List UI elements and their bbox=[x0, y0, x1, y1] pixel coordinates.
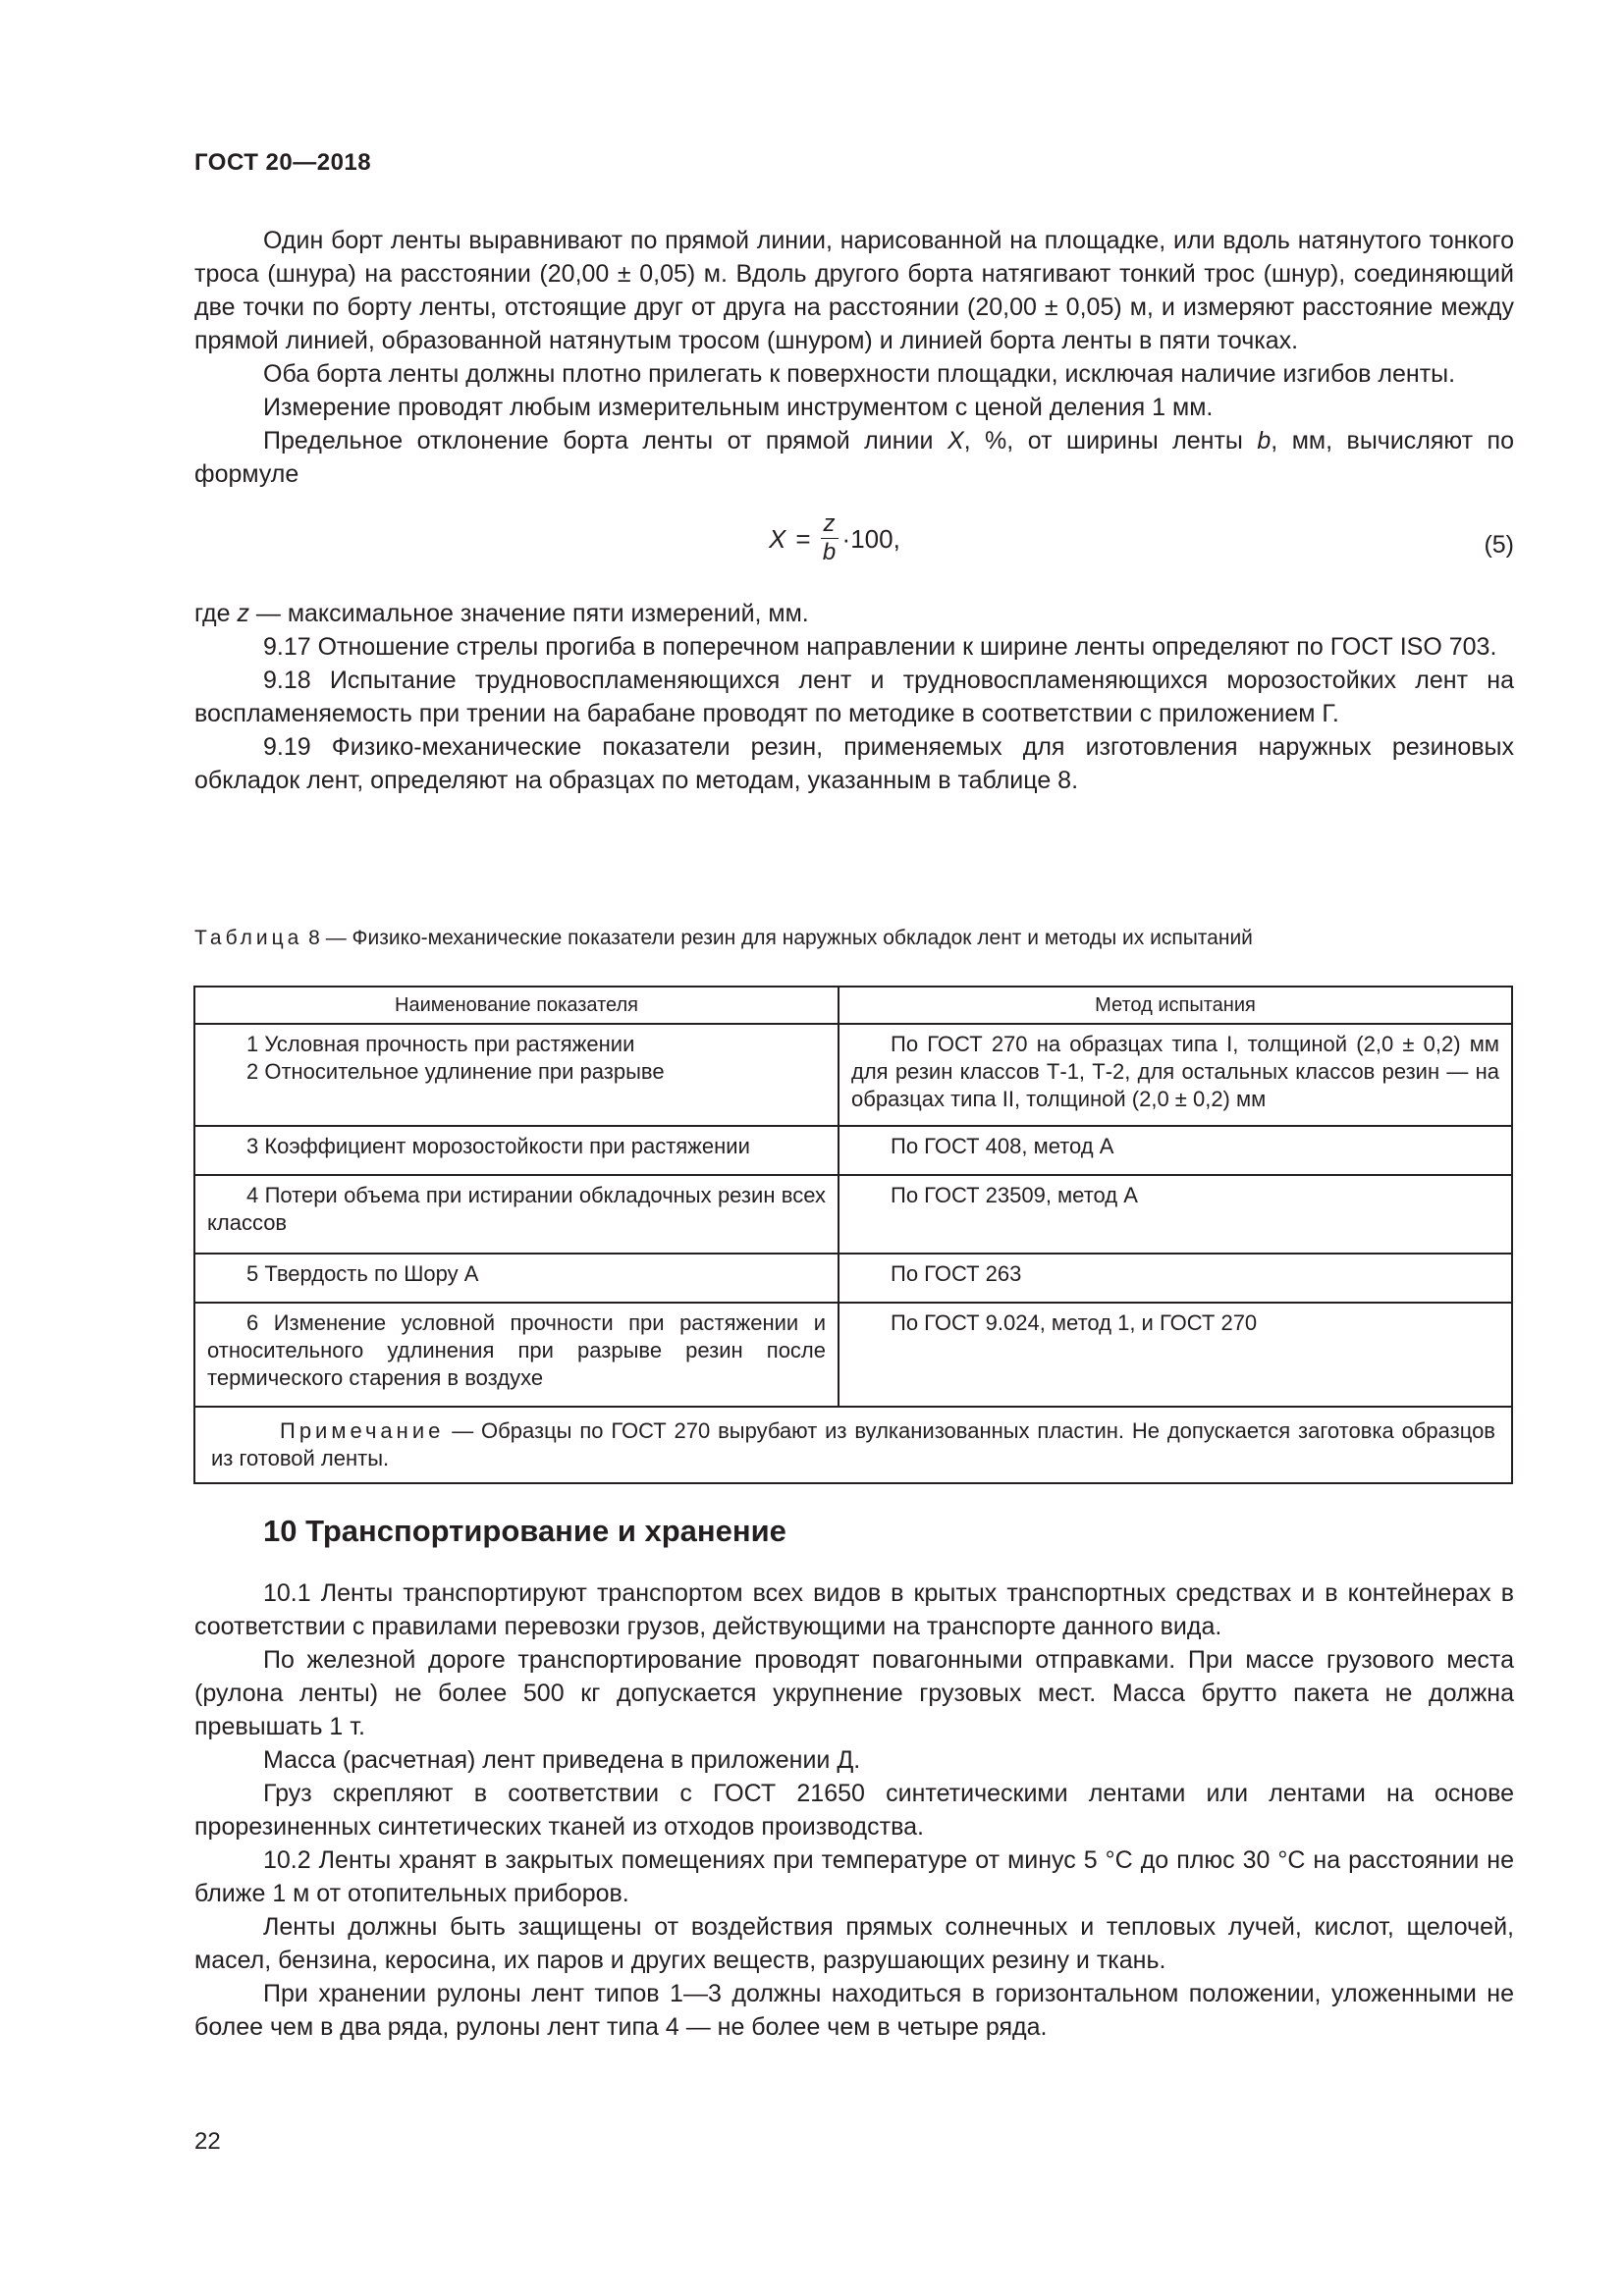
table-row bbox=[194, 1175, 1512, 1254]
method-text: По ГОСТ 270 на образцах типа I, толщиной (2,0 ± 0,2) мм для резин классов Т-1, Т-2, для остальных классов резин — на образцах типа II, толщиной (2,0 ± 0,2) мм bbox=[851, 1032, 1499, 1111]
table-row bbox=[194, 1254, 1512, 1303]
fraction-denominator: b bbox=[822, 539, 837, 565]
table-row bbox=[194, 1126, 1512, 1175]
clause-9-19: 9.19 Физико-механические показатели резин, применяемых для изготовления наружных резиновых обкладок лент, определяют на образцах по методам, указанным в таблице 8. bbox=[194, 733, 1514, 794]
formula-lhs: X bbox=[769, 523, 786, 554]
indicator-cell bbox=[194, 1175, 839, 1254]
formula-body bbox=[769, 510, 900, 566]
text-span: где bbox=[194, 600, 238, 627]
method-cell bbox=[839, 1126, 1512, 1175]
formula-5 bbox=[194, 507, 1514, 583]
indicator-cell bbox=[194, 1254, 839, 1303]
method-text: По ГОСТ 9.024, метод 1, и ГОСТ 270 bbox=[891, 1310, 1258, 1335]
clause-10-1: 10.1 Ленты транспортируют транспортом всех видов в крытых транспортных средствах и в контейнерах в соответствии с правилами перевозки грузов, действующими на транспорте данного вида. bbox=[194, 1579, 1514, 1640]
section-9-continuation bbox=[194, 224, 1514, 797]
indicator-item: 2 Относительное удлинение при разрыве bbox=[246, 1059, 665, 1084]
document-header: ГОСТ 20—2018 bbox=[194, 149, 372, 176]
caption-label: Таблица bbox=[194, 927, 303, 949]
paragraph: Ленты должны быть защищены от воздействия прямых солнечных и тепловых лучей, кислот, щелочей, масел, бензина, керосина, их паров и других веществ, разрушающих резину и ткань. bbox=[194, 1913, 1514, 1974]
column-header-method: Метод испытания bbox=[839, 987, 1512, 1024]
table-note bbox=[194, 1407, 1512, 1483]
indicator-item: 1 Условная прочность при растяжении bbox=[246, 1032, 635, 1056]
section-10-title: 10 Транспортирование и хранение bbox=[263, 1514, 786, 1548]
variable: b bbox=[1257, 427, 1272, 454]
clause-10-2: 10.2 Ленты хранят в закрытых помещениях при температуре от минус 5 °С до плюс 30 °С на расстоянии не ближе 1 м от отопительных приборов. bbox=[194, 1846, 1514, 1907]
text-span: — максимальное значение пяти измерений, мм. bbox=[248, 600, 809, 627]
table-row bbox=[194, 1024, 1512, 1126]
table-caption bbox=[194, 927, 1520, 950]
column-header-indicator: Наименование показателя bbox=[194, 987, 839, 1024]
formula-rest: ·100, bbox=[841, 523, 900, 554]
method-text: По ГОСТ 408, метод А bbox=[891, 1134, 1114, 1158]
indicator-cell bbox=[194, 1126, 839, 1175]
paragraph: Оба борта ленты должны плотно прилегать к поверхности площадки, исключая наличие изгибов ленты. bbox=[263, 360, 1456, 388]
text-span: , мм, вычисляют по формуле bbox=[194, 427, 1514, 488]
paragraph: Груз скрепляют в соответствии с ГОСТ 21650 синтетическими лентами или лентами на основе прорезиненных синтетических тканей из отходов производства. bbox=[194, 1780, 1514, 1841]
indicator-cell bbox=[194, 1024, 839, 1126]
paragraph: Масса (расчетная) лент приведена в приложении Д. bbox=[263, 1746, 861, 1774]
indicator-item: 3 Коэффициент морозостойкости при растяжении bbox=[246, 1134, 750, 1158]
indicator-item: 6 Изменение условной прочности при растяжении и относительного удлинения при разрыве резин после термического старения в воздухе bbox=[207, 1310, 826, 1390]
method-cell bbox=[839, 1303, 1512, 1407]
method-cell bbox=[839, 1175, 1512, 1254]
fraction-numerator: z bbox=[821, 510, 839, 539]
method-cell bbox=[839, 1254, 1512, 1303]
method-text: По ГОСТ 263 bbox=[891, 1261, 1022, 1286]
text-span: Предельное отклонение борта ленты от прямой линии bbox=[263, 427, 947, 454]
variable: z bbox=[237, 600, 249, 627]
formula-equals: = bbox=[795, 523, 811, 554]
clause-9-18: 9.18 Испытание трудновоспламеняющихся лент и трудновоспламеняющихся морозостойких лент на воспламеняемость при трении на барабане проводят по методике в соответствии с приложением Г. bbox=[194, 667, 1514, 727]
formula-where bbox=[194, 597, 1514, 630]
formula-number: (5) bbox=[1484, 531, 1514, 559]
paragraph: Один борт ленты выравнивают по прямой линии, нарисованной на площадке, или вдоль натянутого тонкого троса (шнура) на расстоянии (20,00 ± 0,05) м. Вдоль другого борта натягивают тонкий трос (шнур), соединяющий две точки по борту ленты, отстоящие друг от друга на расстоянии (20,00 ± 0,05) м, и измеряют расстояние между прямой линией, образованной натянутым тросом (шнуром) и линией борта ленты в пяти точках. bbox=[194, 227, 1514, 354]
table-note-row bbox=[194, 1407, 1512, 1483]
paragraph: Измерение проводят любым измерительным инструментом с ценой деления 1 мм. bbox=[263, 394, 1214, 421]
page-number: 22 bbox=[194, 2128, 221, 2155]
method-cell bbox=[839, 1024, 1512, 1126]
caption-text: 8 — Физико-механические показатели резин для наружных обкладок лент и методы их испытаний bbox=[302, 927, 1253, 949]
clause-9-17: 9.17 Отношение стрелы прогиба в поперечном направлении к ширине ленты определяют по ГОСТ ISO 703. bbox=[263, 633, 1497, 661]
variable: X bbox=[947, 427, 964, 454]
indicator-item: 5 Твердость по Шору А bbox=[246, 1261, 479, 1286]
formula-intro bbox=[194, 424, 1514, 491]
paragraph: По железной дороге транспортирование проводят повагонными отправками. При массе грузового места (рулона ленты) не более 500 кг допускается укрупнение грузовых мест. Масса брутто пакета не должна превышать 1 т. bbox=[194, 1646, 1514, 1740]
indicator-cell bbox=[194, 1303, 839, 1407]
note-text: — Образцы по ГОСТ 270 вырубают из вулканизованных пластин. Не допускается заготовка образцов из готовой ленты. bbox=[211, 1418, 1495, 1470]
formula-fraction bbox=[821, 510, 839, 566]
table-header-row bbox=[194, 987, 1512, 1024]
table-row bbox=[194, 1303, 1512, 1407]
method-text: По ГОСТ 23509, метод А bbox=[891, 1183, 1138, 1207]
table-8 bbox=[193, 986, 1513, 1484]
section-10-body bbox=[194, 1576, 1514, 2044]
note-label: Примечание bbox=[280, 1418, 445, 1443]
text-span: , %, от ширины ленты bbox=[963, 427, 1258, 454]
paragraph: При хранении рулоны лент типов 1—3 должны находиться в горизонтальном положении, уложенными не более чем в два ряда, рулоны лент типа 4 — не более чем в четыре ряда. bbox=[194, 1980, 1514, 2041]
indicator-item: 4 Потери объема при истирании обкладочных резин всех классов bbox=[207, 1183, 826, 1235]
